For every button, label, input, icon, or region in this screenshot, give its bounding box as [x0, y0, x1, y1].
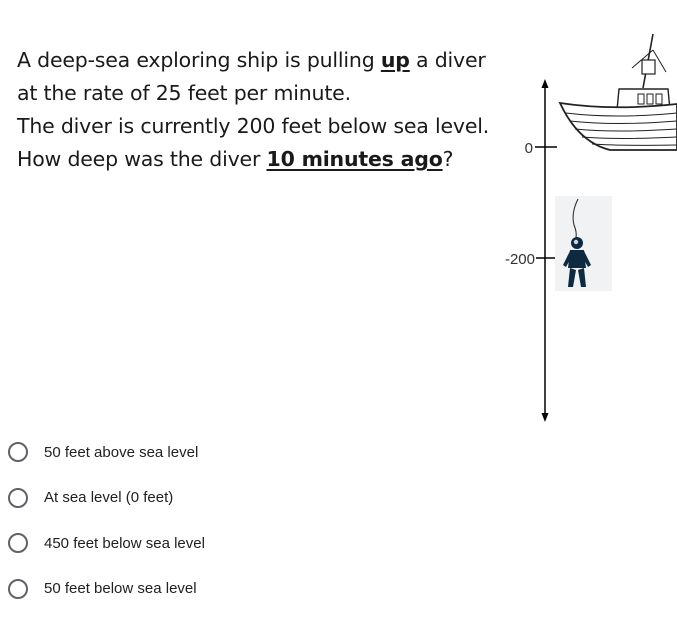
- arrow-down-icon: [542, 413, 549, 422]
- arrow-up-icon: [542, 79, 549, 88]
- emphasis-10-minutes-ago: 10 minutes ago: [266, 147, 443, 171]
- radio-button-icon[interactable]: [8, 442, 28, 462]
- option-label: At sea level (0 feet): [44, 489, 174, 506]
- question-text: [17, 44, 517, 176]
- tick-neg200-label: -200: [504, 251, 535, 268]
- emphasis-up: up: [380, 48, 410, 72]
- option-450-feet-below[interactable]: [8, 529, 205, 557]
- tick-zero-label: 0: [524, 140, 533, 157]
- option-50-feet-above[interactable]: [8, 438, 205, 466]
- radio-button-icon[interactable]: [8, 533, 28, 553]
- option-50-feet-below[interactable]: [8, 575, 205, 603]
- question-line-1: A deep-sea exploring ship is pulling up a diver: [17, 48, 486, 72]
- boat-icon: [560, 34, 677, 150]
- question-line-4: How deep was the diver 10 minutes ago?: [17, 147, 454, 171]
- option-at-sea-level[interactable]: [8, 484, 205, 512]
- answer-options: [8, 438, 205, 620]
- number-line-figure: [490, 28, 677, 428]
- option-label: 50 feet above sea level: [44, 443, 199, 461]
- radio-button-icon[interactable]: [8, 579, 28, 599]
- radio-button-icon[interactable]: [8, 488, 28, 508]
- question-line-3: The diver is currently 200 feet below sea level.: [17, 114, 490, 138]
- diver-icon: [555, 196, 612, 291]
- question-line-2: at the rate of 25 feet per minute.: [17, 81, 351, 105]
- option-label: 450 feet below sea level: [44, 534, 205, 552]
- option-label: 50 feet below sea level: [44, 580, 197, 597]
